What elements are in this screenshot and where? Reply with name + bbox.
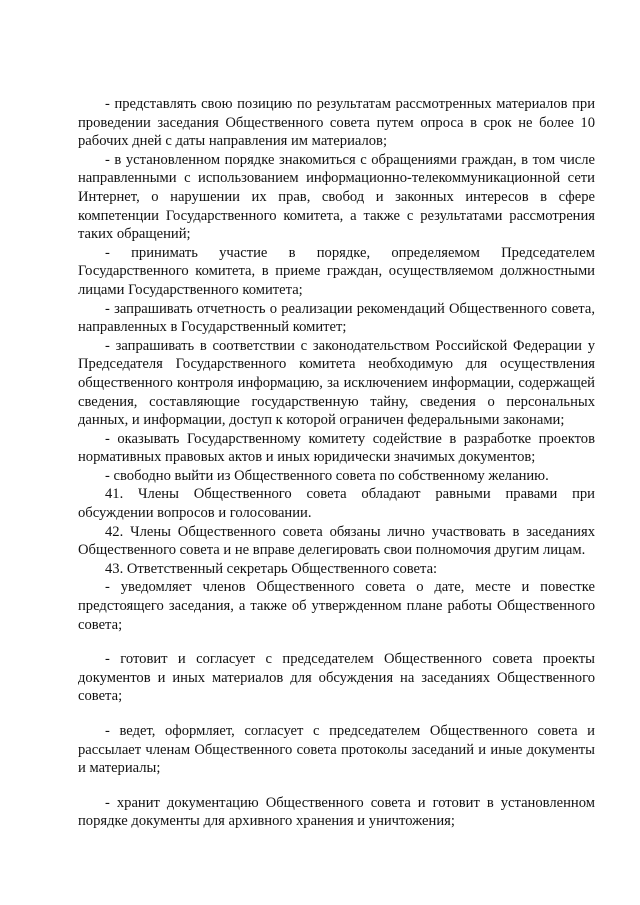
paragraph-43-item-4: - хранит документацию Общественного совета и готовит в установленном порядке документы для архивного хранения и уничтожения; <box>78 794 595 830</box>
paragraph-1: - представлять свою позицию по результатам рассмотренных материалов при проведении заседания Общественного совета путем опроса в срок не более 10 рабочих дней с даты направления им материалов; <box>78 96 595 150</box>
document-page <box>78 95 595 831</box>
paragraph-5: - запрашивать в соответствии с законодательством Российской Федерации у Председателя Государственного комитета необходимую для осуществления общественного контроля информацию, за исключением информации, содержащей сведения, составляющие государственную тайну, сведения о персональных данных, и информации, доступ к которой ограничен федеральными законами; <box>78 337 595 429</box>
paragraph-4: - запрашивать отчетность о реализации рекомендаций Общественного совета, направленных в Государственный комитет; <box>78 300 595 336</box>
paragraph-3: - принимать участие в порядке, определяемом Председателем Государственного комитета, в приеме граждан, осуществляемом должностными лицами Государственного комитета; <box>78 244 595 298</box>
paragraph-7: - свободно выйти из Общественного совета по собственному желанию. <box>105 467 549 484</box>
paragraph-42: 42. Члены Общественного совета обязаны лично участвовать в заседаниях Общественного совета и не вправе делегировать свои полномочия другим лицам. <box>78 523 595 559</box>
paragraph-6: - оказывать Государственному комитету содействие в разработке проектов нормативных правовых актов и иных юридически значимых документов; <box>78 430 595 466</box>
paragraph-43-item-2: - готовит и согласует с председателем Общественного совета проекты документов и иных материалов для обсуждения на заседаниях Общественного совета; <box>78 651 595 705</box>
paragraph-43-item-3: - ведет, оформляет, согласует с председателем Общественного совета и рассылает членам Общественного совета протоколы заседаний и иные документы и материалы; <box>78 723 595 777</box>
paragraph-41: 41. Члены Общественного совета обладают равными правами при обсуждении вопросов и голосовании. <box>78 486 595 522</box>
paragraph-2: - в установленном порядке знакомиться с обращениями граждан, в том числе направленными с использованием информационно-телекоммуникационной сети Интернет, о нарушении их прав, свобод и законных интересов в сфере компетенции Государственного комитета, а также с результатами рассмотрения таких обращений; <box>78 151 595 243</box>
paragraph-43-item-1: - уведомляет членов Общественного совета о дате, месте и повестке предстоящего заседания, а также об утвержденном плане работы Общественного совета; <box>78 579 595 633</box>
paragraph-43: 43. Ответственный секретарь Общественного совета: <box>105 560 438 577</box>
